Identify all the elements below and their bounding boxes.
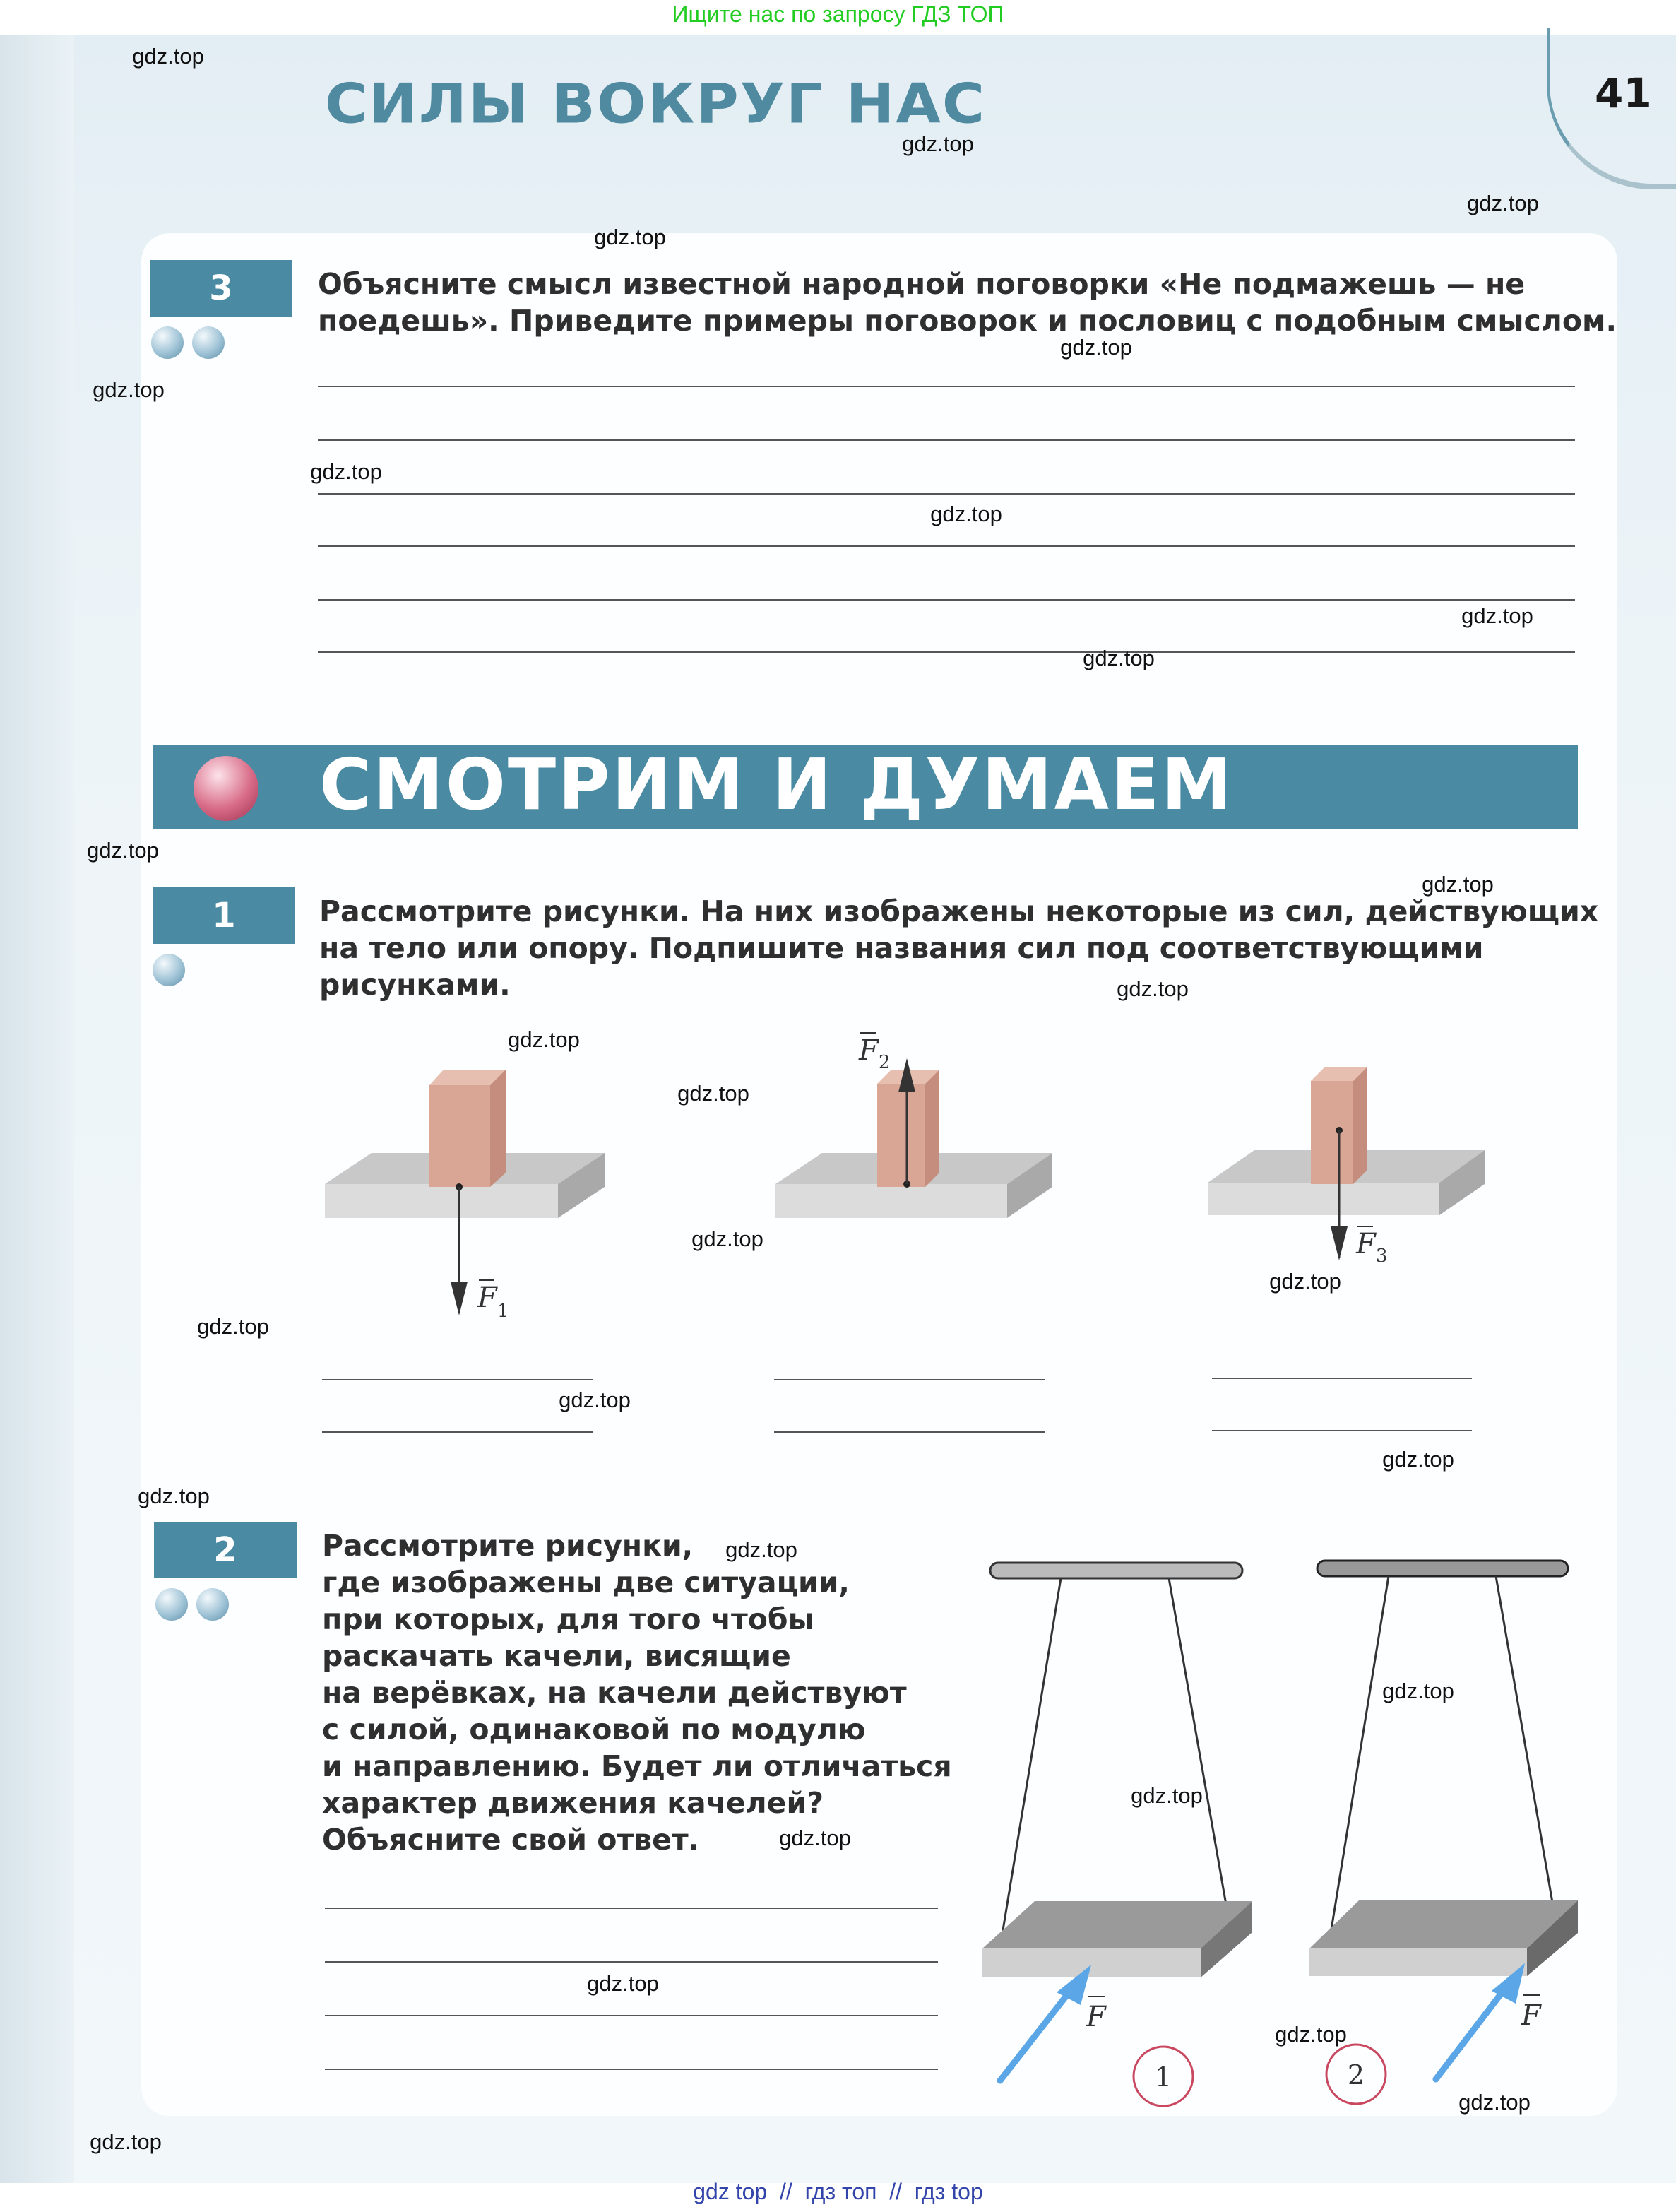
force-label: F bbox=[1086, 2001, 1106, 2033]
watermark: gdz.top bbox=[90, 2129, 162, 2154]
task-text-line: характер движения качелей? bbox=[322, 1786, 824, 1820]
watermark: gdz.top bbox=[132, 44, 204, 69]
watermark: gdz.top bbox=[93, 377, 165, 402]
watermark: gdz.top bbox=[1467, 191, 1539, 215]
site-banner[interactable]: Ищите нас по запросу ГДЗ ТОП bbox=[672, 1, 1004, 27]
figure-number: 1 bbox=[1154, 2062, 1172, 2093]
task-text-line: поедешь». Приведите примеры поговорок и пословиц с подобным смыслом. bbox=[318, 304, 1617, 338]
figure-number: 2 bbox=[1347, 2059, 1365, 2090]
task-text-line: рисунками. bbox=[319, 968, 511, 1002]
swing-figure-2 bbox=[1309, 1561, 1578, 2104]
watermark: gdz.top bbox=[1382, 1447, 1454, 1472]
task-text-line: на тело или опору. Подпишите названия сил под соответствующими bbox=[319, 931, 1484, 965]
watermark: gdz.top bbox=[1117, 976, 1189, 1001]
force-arrow bbox=[1000, 1987, 1074, 2081]
watermark: gdz.top bbox=[87, 838, 159, 863]
watermark: gdz.top bbox=[1060, 335, 1132, 360]
watermark: gdz.top bbox=[1131, 1783, 1203, 1808]
watermark: gdz.top bbox=[1269, 1269, 1341, 1294]
task-number-badge: 2 bbox=[154, 1522, 297, 1578]
task-text-line: на верёвках, на качели действуют bbox=[322, 1676, 907, 1710]
block-on-plate-figure-1 bbox=[325, 1070, 605, 1322]
page-number: 41 bbox=[1595, 69, 1652, 117]
force-arrow bbox=[1436, 1984, 1509, 2079]
watermark: gdz.top bbox=[725, 1537, 797, 1562]
task-text-line: Объясните смысл известной народной поговорки «Не подмажешь — не bbox=[318, 267, 1526, 301]
task-text-line: где изображены две ситуации, bbox=[322, 1566, 850, 1599]
block-on-plate-figure-3 bbox=[1208, 1067, 1485, 1267]
force-index: 3 bbox=[1376, 1246, 1388, 1267]
force-index: 2 bbox=[879, 1052, 891, 1073]
task-number-badge: 3 bbox=[150, 260, 292, 317]
watermark: gdz.top bbox=[779, 1826, 851, 1850]
watermark: gdz.top bbox=[310, 459, 382, 484]
task-text-line: с силой, одинаковой по модулю bbox=[322, 1713, 866, 1746]
task-text-line: Рассмотрите рисунки, bbox=[322, 1529, 694, 1563]
watermark: gdz.top bbox=[1275, 2022, 1347, 2047]
watermark: gdz.top bbox=[677, 1081, 749, 1106]
force-label: F bbox=[1521, 1999, 1541, 2032]
watermark: gdz.top bbox=[902, 131, 974, 156]
watermark: gdz.top bbox=[930, 502, 1002, 526]
watermark: gdz.top bbox=[559, 1388, 631, 1412]
watermark: gdz.top bbox=[691, 1226, 763, 1251]
watermark: gdz.top bbox=[594, 225, 666, 249]
watermark: gdz.top bbox=[1458, 2090, 1531, 2115]
task-text-line: при которых, для того чтобы bbox=[322, 1602, 814, 1636]
task-text-line: Объясните свой ответ. bbox=[322, 1823, 700, 1857]
watermark: gdz.top bbox=[508, 1027, 580, 1052]
force-label: F bbox=[859, 1034, 879, 1067]
watermark: gdz.top bbox=[1461, 603, 1533, 628]
watermark: gdz.top bbox=[587, 1971, 659, 1996]
force-label: F bbox=[477, 1282, 497, 1314]
page-title: СИЛЫ ВОКРУГ НАС bbox=[325, 72, 987, 136]
swing-figure-1 bbox=[982, 1563, 1252, 2106]
footer-links[interactable]: gdz top // гдз топ // гдз top bbox=[693, 2179, 983, 2204]
force-label: F bbox=[1356, 1228, 1376, 1260]
task-number-badge: 1 bbox=[153, 887, 295, 944]
watermark: gdz.top bbox=[1422, 872, 1494, 897]
task-text-line: раскачать качели, висящие bbox=[322, 1639, 791, 1673]
watermark: gdz.top bbox=[1382, 1679, 1454, 1703]
watermark: gdz.top bbox=[138, 1484, 210, 1508]
watermark: gdz.top bbox=[1083, 646, 1155, 670]
task-text-line: и направлению. Будет ли отличаться bbox=[322, 1749, 952, 1783]
block-on-plate-figure-2 bbox=[775, 1033, 1052, 1218]
section-title: СМОТРИМ И ДУМАЕМ bbox=[319, 743, 1234, 826]
force-index: 1 bbox=[497, 1301, 509, 1322]
task-text-line: Рассмотрите рисунки. На них изображены некоторые из сил, действующих bbox=[319, 894, 1599, 928]
watermark: gdz.top bbox=[197, 1314, 269, 1339]
